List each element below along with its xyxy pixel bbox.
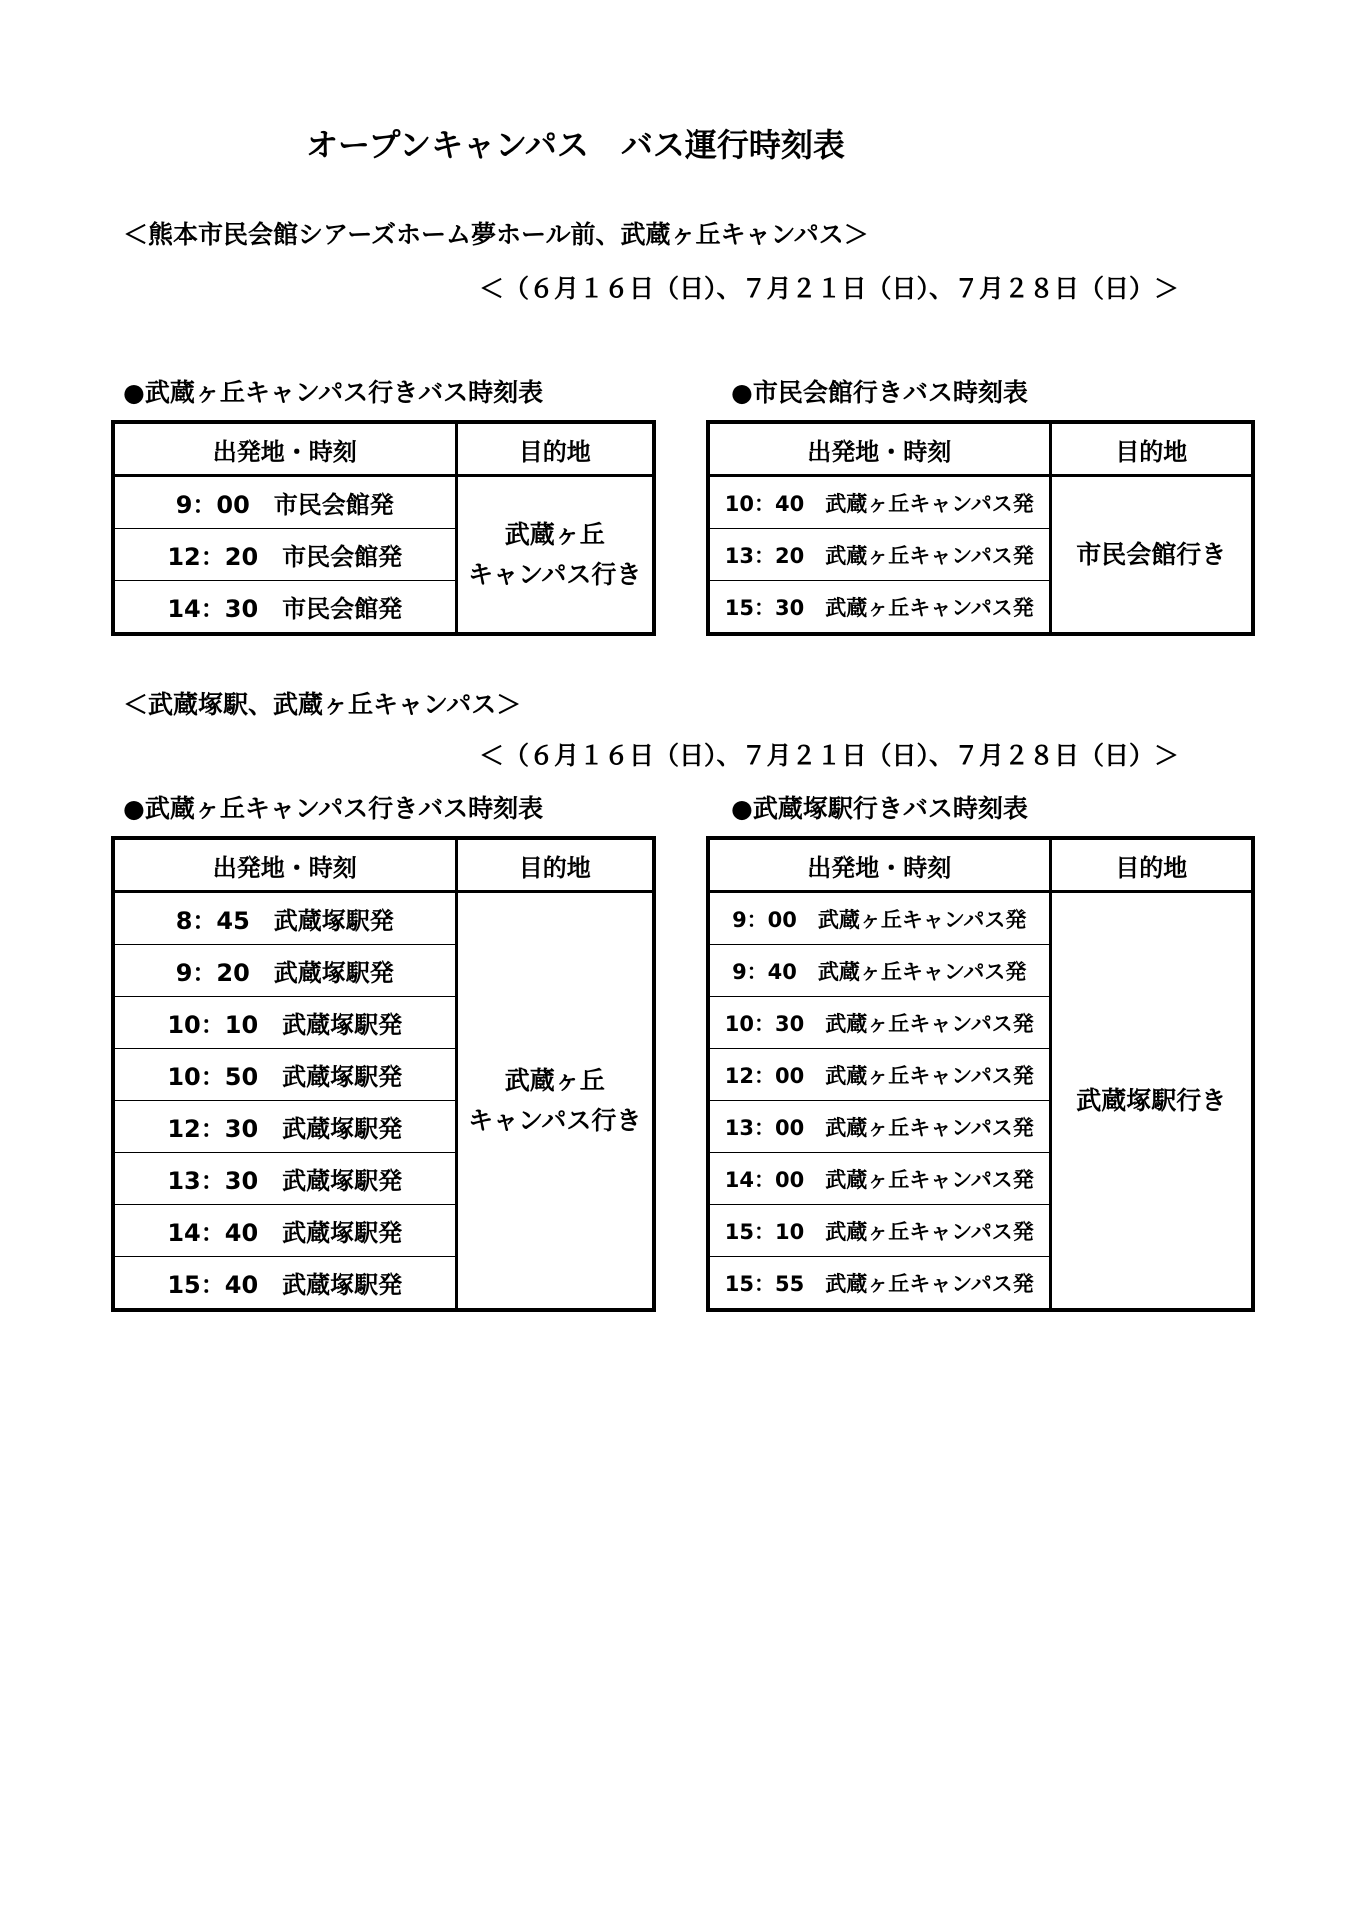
time-cell: 9：20 武蔵塚駅発 bbox=[113, 945, 456, 997]
time-cell: 13：30 武蔵塚駅発 bbox=[113, 1153, 456, 1205]
destination-cell bbox=[456, 892, 654, 1311]
destination-line: キャンパス行き bbox=[468, 1105, 642, 1135]
table-caption: ●武蔵ヶ丘キャンパス行きバス時刻表 bbox=[123, 794, 544, 823]
time-cell: 9：00 市民会館発 bbox=[113, 476, 456, 529]
timetable bbox=[706, 836, 1255, 1312]
time-cell: 8：45 武蔵塚駅発 bbox=[113, 892, 456, 945]
time-cell: 15：55 武蔵ヶ丘キャンパス発 bbox=[708, 1257, 1050, 1311]
time-cell: 10：40 武蔵ヶ丘キャンパス発 bbox=[708, 476, 1050, 529]
destination-line: キャンパス行き bbox=[468, 559, 642, 589]
destination-line: 市民会館行き bbox=[1076, 539, 1227, 569]
section-heading: ＜武蔵塚駅、武蔵ヶ丘キャンパス＞ bbox=[123, 690, 522, 719]
time-cell: 10：10 武蔵塚駅発 bbox=[113, 997, 456, 1049]
destination-line: 武蔵ヶ丘 bbox=[504, 1065, 605, 1095]
time-cell: 12：00 武蔵ヶ丘キャンパス発 bbox=[708, 1049, 1050, 1101]
column-header: 出発地・時刻 bbox=[708, 838, 1050, 892]
column-header: 目的地 bbox=[456, 838, 654, 892]
time-cell: 13：00 武蔵ヶ丘キャンパス発 bbox=[708, 1101, 1050, 1153]
column-header: 目的地 bbox=[1050, 422, 1253, 476]
time-cell: 15：40 武蔵塚駅発 bbox=[113, 1257, 456, 1311]
column-header: 出発地・時刻 bbox=[708, 422, 1050, 476]
time-cell: 9：00 武蔵ヶ丘キャンパス発 bbox=[708, 892, 1050, 945]
destination-cell bbox=[456, 476, 654, 635]
date-range: ＜（６月１６日（日）、７月２１日（日）、７月２８日（日）＞ bbox=[479, 741, 1180, 770]
time-cell: 10：50 武蔵塚駅発 bbox=[113, 1049, 456, 1101]
time-cell: 10：30 武蔵ヶ丘キャンパス発 bbox=[708, 997, 1050, 1049]
destination-line: 武蔵塚駅行き bbox=[1076, 1085, 1227, 1115]
timetable bbox=[111, 420, 656, 636]
table-caption: ●市民会館行きバス時刻表 bbox=[731, 378, 1028, 407]
table-caption: ●武蔵塚駅行きバス時刻表 bbox=[731, 794, 1028, 823]
time-cell: 15：10 武蔵ヶ丘キャンパス発 bbox=[708, 1205, 1050, 1257]
column-header: 目的地 bbox=[456, 422, 654, 476]
time-cell: 9：40 武蔵ヶ丘キャンパス発 bbox=[708, 945, 1050, 997]
time-cell: 14：40 武蔵塚駅発 bbox=[113, 1205, 456, 1257]
time-cell: 15：30 武蔵ヶ丘キャンパス発 bbox=[708, 581, 1050, 635]
table-caption: ●武蔵ヶ丘キャンパス行きバス時刻表 bbox=[123, 378, 544, 407]
destination-cell bbox=[1050, 892, 1253, 1311]
time-cell: 13：20 武蔵ヶ丘キャンパス発 bbox=[708, 529, 1050, 581]
time-cell: 14：30 市民会館発 bbox=[113, 581, 456, 635]
date-range: ＜（６月１６日（日）、７月２１日（日）、７月２８日（日）＞ bbox=[479, 274, 1180, 303]
destination-cell bbox=[1050, 476, 1253, 635]
column-header: 目的地 bbox=[1050, 838, 1253, 892]
page-title: オープンキャンパス バス運行時刻表 bbox=[306, 126, 845, 164]
timetable bbox=[111, 836, 656, 1312]
column-header: 出発地・時刻 bbox=[113, 422, 456, 476]
time-cell: 14：00 武蔵ヶ丘キャンパス発 bbox=[708, 1153, 1050, 1205]
time-cell: 12：30 武蔵塚駅発 bbox=[113, 1101, 456, 1153]
section-heading: ＜熊本市民会館シアーズホーム夢ホール前、武蔵ヶ丘キャンパス＞ bbox=[123, 220, 869, 249]
destination-line: 武蔵ヶ丘 bbox=[504, 519, 605, 549]
column-header: 出発地・時刻 bbox=[113, 838, 456, 892]
time-cell: 12：20 市民会館発 bbox=[113, 529, 456, 581]
timetable bbox=[706, 420, 1255, 636]
